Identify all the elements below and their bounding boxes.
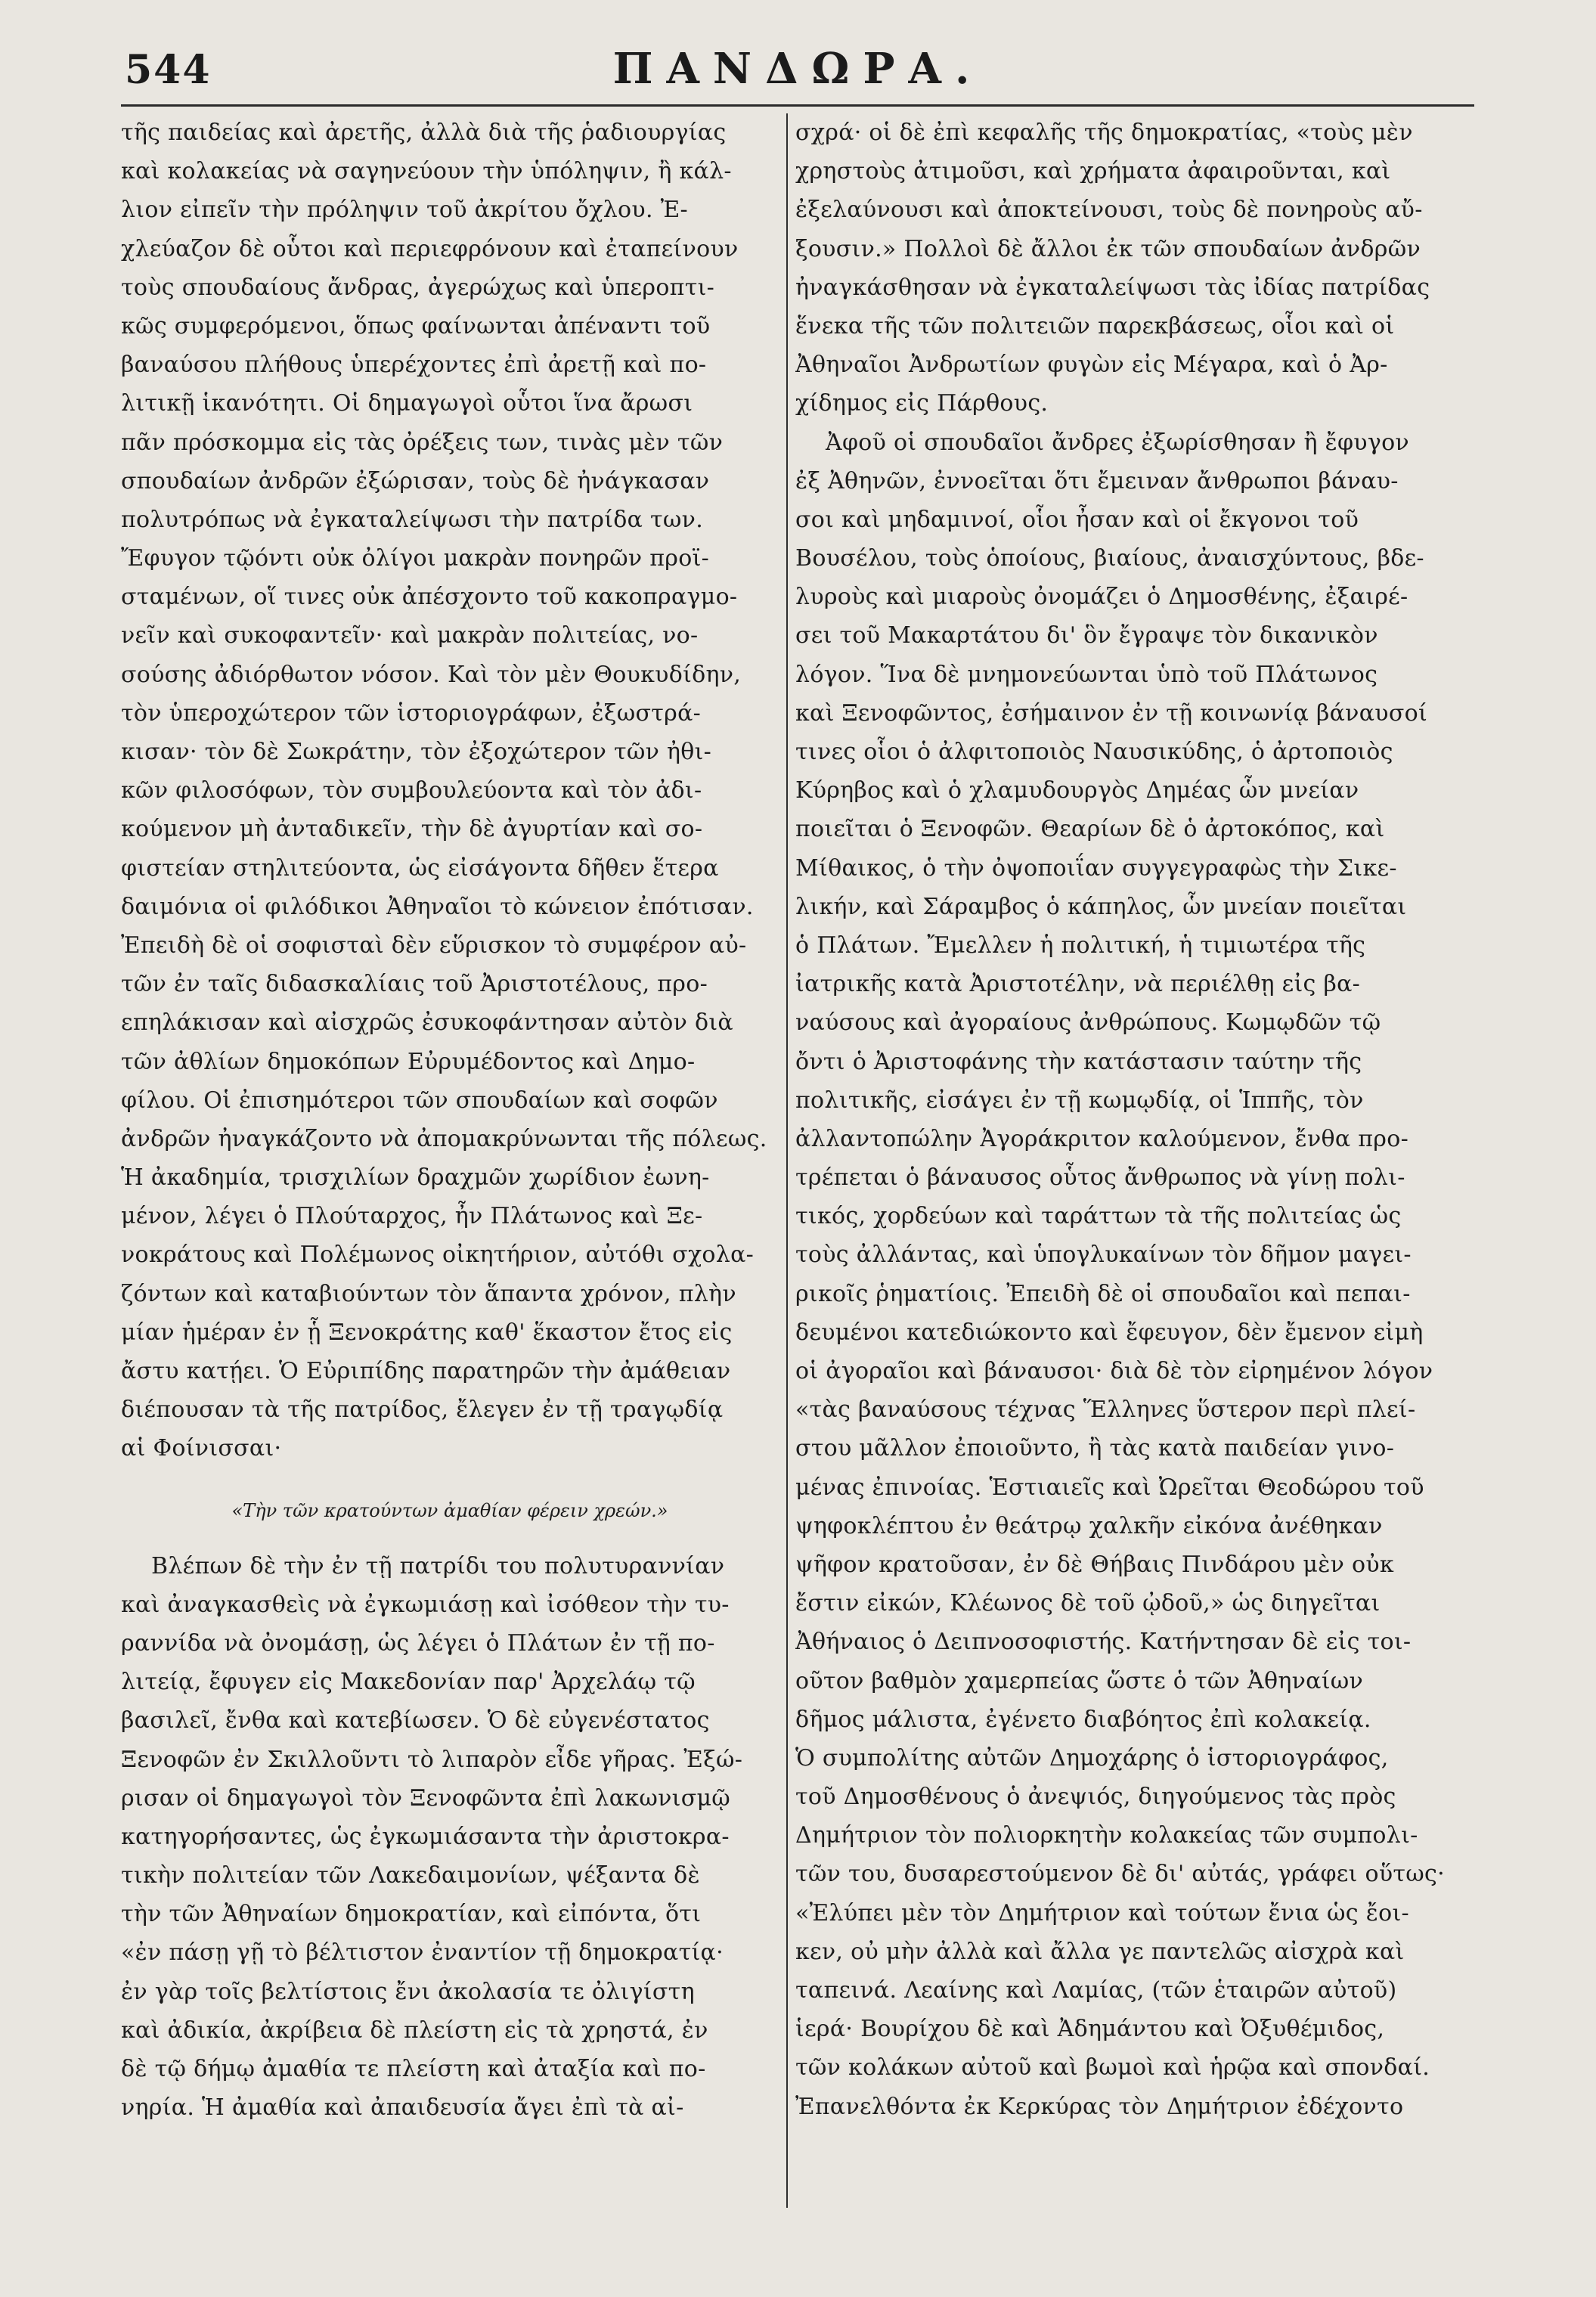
text-line: φίλου. Οἱ ἐπισημότεροι τῶν σπουδαίων καὶ σοφῶν <box>121 1087 718 1114</box>
text-line: καὶ ἀναγκασθεὶς νὰ ἐγκωμιάσῃ καὶ ἰσόθεον τὴν τυ- <box>121 1591 730 1618</box>
text-line: καὶ Ξενοφῶντος, ἐσήμαινον ἐν τῇ κοινωνίᾳ βάναυσοί <box>795 699 1428 727</box>
text-line: Ἀθήναιος ὁ Δειπνοσοφιστής. Κατήντησαν δὲ εἰς τοι- <box>795 1629 1412 1656</box>
right-column <box>795 113 1464 2238</box>
text-line: τῶν κολάκων αὐτοῦ καὶ βωμοὶ καὶ ἡρῷα καὶ σπονδαί. <box>795 2054 1430 2082</box>
text-line: λυροὺς καὶ μιαροὺς ὀνομάζει ὁ Δημοσθένης, ἐξαιρέ- <box>795 584 1409 611</box>
text-line: τοῦ Δημοσθένους ὁ ἀνεψιός, διηγούμενος τὰς πρὸς <box>795 1784 1396 1811</box>
text-line: ποιεῖται ὁ Ξενοφῶν. Θεαρίων δὲ ὁ ἀρτοκόπος, καὶ <box>795 816 1385 843</box>
text-line: Βουσέλου, τοὺς ὁποίους, βιαίους, ἀναισχύντους, βδε- <box>795 545 1424 572</box>
text-line: τῶν ἐν ταῖς διδασκαλίαις τοῦ Ἀριστοτέλους, προ- <box>121 971 708 998</box>
text-line: «ἐν πάσῃ γῇ τὸ βέλτιστον ἐναντίον τῇ δημοκρατίᾳ· <box>121 1939 724 1967</box>
text-line: σχρά· οἱ δὲ ἐπὶ κεφαλῆς τῆς δημοκρατίας, «τοὺς μὲν <box>795 119 1413 146</box>
text-line: νηρία. Ἡ ἀμαθία καὶ ἀπαιδευσία ἄγει ἐπὶ τὰ αἰ- <box>121 2094 684 2122</box>
text-line: οῦτον βαθμὸν χαμερπείας ὥστε ὁ τῶν Ἀθηναίων <box>795 1667 1364 1694</box>
text-line: ἀνδρῶν ἠναγκάζοντο νὰ ἀπομακρύνωνται τῆς πόλεως. <box>121 1125 767 1152</box>
text-line: ἄστυ κατῄει. Ὁ Εὐριπίδης παρατηρῶν τὴν ἀμάθειαν <box>121 1358 731 1384</box>
text-line: βαναύσου πλήθους ὑπερέχοντες ἐπὶ ἀρετῇ καὶ πο- <box>121 352 707 379</box>
text-line: κούμενον μὴ ἀνταδικεῖν, τὴν δὲ ἀγυρτίαν καὶ σο- <box>121 816 703 843</box>
text-line: ρικοῖς ῥηματίοις. Ἐπειδὴ δὲ οἱ σπουδαῖοι καὶ πεπαι- <box>795 1280 1411 1307</box>
text-line: τὴν τῶν Ἀθηναίων δημοκρατίαν, καὶ εἰπόντα, ὅτι <box>121 1901 702 1928</box>
text-line: μίαν ἡμέραν ἐν ᾗ Ξενοκράτης καθ' ἕκαστον ἔτος εἰς <box>121 1319 733 1346</box>
text-line: ἕνεκα τῆς τῶν πολιτειῶν παρεκβάσεως, οἷοι καὶ οἱ <box>795 312 1395 339</box>
text-line: κῶς συμφερόμενοι, ὅπως φαίνωνται ἀπέναντι τοῦ <box>121 312 711 339</box>
text-line: τῶν ἀθλίων δημοκόπων Εὐρυμέδοντος καὶ Δημο- <box>121 1048 696 1075</box>
text-line: πολυτρόπως νὰ ἐγκαταλείψωσι τὴν πατρίδα των. <box>121 506 704 533</box>
text-line: νεῖν καὶ συκοφαντεῖν· καὶ μακρὰν πολιτείας, νο- <box>121 622 699 649</box>
text-line: κισαν· τὸν δὲ Σωκράτην, τὸν ἐξοχώτερον τῶν ἠθι- <box>121 739 712 765</box>
text-line: Μίθαικος, ὁ τὴν ὀψοποιΐαν συγγεγραφὼς τὴν Σικε- <box>795 854 1397 882</box>
text-line: Ἀθηναῖοι Ἀνδρωτίων φυγὼν εἰς Μέγαρα, καὶ ὁ Ἀρ- <box>795 352 1388 379</box>
text-line: ὁ Πλάτων. Ἔμελλεν ἡ πολιτική, ἡ τιμιωτέρα τῆς <box>795 932 1366 959</box>
text-line: Ἔφυγον τῷόντι οὐκ ὀλίγοι μακρὰν πονηρῶν προϊ- <box>121 545 710 572</box>
text-line: χρηστοὺς ἀτιμοῦσι, καὶ χρήματα ἀφαιροῦνται, καὶ <box>795 158 1391 185</box>
text-line: ταπεινά. Λεαίνης καὶ Λαμίας, (τῶν ἑταιρῶν αὐτοῦ) <box>795 1977 1397 2004</box>
text-line: ἀλλαντοπώλην Ἀγοράκριτον καλούμενον, ἔνθα προ- <box>795 1125 1409 1152</box>
text-line: ἔστιν εἰκών, Κλέωνος δὲ τοῦ ᾠδοῦ,» ὡς διηγεῖται <box>795 1590 1381 1617</box>
page-number: 544 <box>125 47 212 93</box>
text-line: σταμένων, οἵ τινες οὐκ ἀπέσχοντο τοῦ κακοπραγμο- <box>121 584 738 611</box>
text-line: Κύρηβος καὶ ὁ χλαμυδουργὸς Δημέας ὧν μνείαν <box>795 777 1359 804</box>
right-column-text <box>795 113 1464 2126</box>
text-line: Ἐπειδὴ δὲ οἱ σοφισταὶ δὲν εὕρισκον τὸ συμφέρον αὐ- <box>121 932 747 959</box>
text-line: σούσης ἀδιόρθωτον νόσον. Καὶ τὸν μὲν Θουκυδίδην, <box>121 661 742 688</box>
text-line: ρισαν οἱ δημαγωγοὶ τὸν Ξενοφῶντα ἐπὶ λακωνισμῷ <box>121 1784 731 1812</box>
running-title: ΠΑΝΔΩΡΑ. <box>612 44 984 94</box>
text-line: Ἡ ἀκαδημία, τρισχιλίων δραχμῶν χωρίδιον ἐωνη- <box>121 1164 710 1192</box>
text-line: δὲ τῷ δήμῳ ἀμαθία τε πλείστη καὶ ἀταξία καὶ πο- <box>121 2056 706 2082</box>
text-line: τῶν του, δυσαρεστούμενον δὲ δι' αὐτάς, γράφει οὕτως· <box>795 1861 1445 1888</box>
text-line: κεν, οὐ μὴν ἀλλὰ καὶ ἄλλα γε παντελῶς αἰσχρὰ καὶ <box>795 1938 1405 1965</box>
left-column-text-continued <box>121 1547 779 2128</box>
text-line: ἠναγκάσθησαν νὰ ἐγκαταλείψωσι τὰς ἰδίας πατρίδας <box>795 274 1430 301</box>
text-line: ἐξελαύνουσι καὶ ἀποκτείνουσι, τοὺς δὲ πονηροὺς αὔ- <box>795 197 1423 224</box>
text-line: λιτείᾳ, ἔφυγεν εἰς Μακεδονίαν παρ' Ἀρχελάῳ τῷ <box>121 1669 696 1696</box>
text-line: Δημήτριον τὸν πολιορκητὴν κολακείας τῶν συμπολι- <box>795 1822 1418 1849</box>
left-column-text <box>121 113 779 1468</box>
text-line: δαιμόνια οἱ φιλόδικοι Ἀθηναῖοι τὸ κώνειον ἐπότισαν. <box>121 893 754 920</box>
text-line: Ἀφοῦ οἱ σπουδαῖοι ἄνδρες ἐξωρίσθησαν ἢ ἔφυγον <box>826 429 1409 456</box>
column-divider <box>786 113 788 2208</box>
text-line: ἐν γὰρ τοῖς βελτίστοις ἔνι ἀκολασία τε ὀλιγίστη <box>121 1978 695 2005</box>
text-line: κῶν φιλοσόφων, τὸν συμβουλεύοντα καὶ τὸν ἀδι- <box>121 777 702 804</box>
text-line: τικὴν πολιτείαν τῶν Λακεδαιμονίων, ψέξαντα δὲ <box>121 1862 700 1889</box>
text-line: ἐξ Ἀθηνῶν, ἐννοεῖται ὅτι ἔμειναν ἄνθρωποι βάναυ- <box>795 467 1399 494</box>
text-line: τῆς παιδείας καὶ ἀρετῆς, ἀλλὰ διὰ τῆς ῥαδιουργίας <box>121 119 727 146</box>
text-line: ναύσους καὶ ἀγοραίους ἀνθρώπους. Κωμῳδῶν τῷ <box>795 1009 1381 1037</box>
text-line: Ξενοφῶν ἐν Σκιλλοῦντι τὸ λιπαρὸν εἶδε γῆρας. Ἐξώ- <box>121 1746 743 1773</box>
text-line: λιον εἰπεῖν τὴν πρόληψιν τοῦ ἀκρίτου ὄχλου. Ἐ- <box>121 197 688 224</box>
text-line: νοκράτους καὶ Πολέμωνος οἰκητήριον, αὐτόθι σχολα- <box>121 1241 755 1269</box>
text-line: σει τοῦ Μακαρτάτου δι' ὃν ἔγραψε τὸν δικανικὸν <box>795 622 1378 649</box>
text-line: μένον, λέγει ὁ Πλούταρχος, ἦν Πλάτωνος καὶ Ξε- <box>121 1203 703 1230</box>
text-line: Ἐπανελθόντα ἐκ Κερκύρας τὸν Δημήτριον ἐδέχοντο <box>795 2093 1404 2120</box>
text-line: τοὺς σπουδαίους ἄνδρας, ἀγερώχως καὶ ὑπεροπτι- <box>121 274 715 301</box>
text-line: λικήν, καὶ Σάραμβος ὁ κάπηλος, ὧν μνείαν ποιεῖται <box>795 893 1407 920</box>
text-line: «τὰς βαναύσους τέχνας Ἕλληνες ὕστερον περὶ πλεί- <box>795 1396 1416 1424</box>
text-line: μένας ἐπινοίας. Ἑστιαιεῖς καὶ Ὠρεῖται Θεοδώρου τοῦ <box>795 1474 1424 1501</box>
text-line: σπουδαίων ἀνδρῶν ἐξώρισαν, τοὺς δὲ ἠνάγκασαν <box>121 467 710 494</box>
text-line: καὶ κολακείας νὰ σαγηνεύουν τὴν ὑπόληψιν, ἢ κάλ- <box>121 158 732 185</box>
text-line: φιστείαν στηλιτεύοντα, ὡς εἰσάγοντα δῆθεν ἕτερα <box>121 854 719 882</box>
verse-quote: «Τὴν τῶν κρατούντων ἀμαθίαν φέρειν χρεών.» <box>231 1499 668 1521</box>
text-line: λιτικῇ ἱκανότητι. Οἱ δημαγωγοὶ οὗτοι ἵνα ἄρωσι <box>121 390 693 417</box>
text-line: τοὺς ἀλλάντας, καὶ ὑπογλυκαίνων τὸν δῆμον μαγει- <box>795 1241 1412 1269</box>
text-line: δῆμος μάλιστα, ἐγένετο διαβόητος ἐπὶ κολακείᾳ. <box>795 1706 1371 1733</box>
text-line: ζόντων καὶ καταβιούντων τὸν ἅπαντα χρόνον, πλὴν <box>121 1280 736 1307</box>
text-line: πᾶν πρόσκομμα εἰς τὰς ὀρέξεις των, τινὰς μὲν τῶν <box>121 429 724 456</box>
text-line: Βλέπων δὲ τὴν ἐν τῇ πατρίδι του πολυτυραννίαν <box>151 1552 725 1579</box>
text-line: Ὁ συμπολίτης αὐτῶν Δημοχάρης ὁ ἱστοριογράφος, <box>795 1744 1389 1772</box>
text-line: στου μᾶλλον ἐποιοῦντο, ἢ τὰς κατὰ παιδείαν γινο- <box>795 1435 1395 1462</box>
text-line: δευμένοι κατεδιώκοντο καὶ ἔφευγον, δὲν ἔμενον εἰμὴ <box>795 1319 1424 1346</box>
text-line: βασιλεῖ, ἔνθα καὶ κατεβίωσεν. Ὁ δὲ εὐγενέστατος <box>121 1707 710 1734</box>
text-line: ὄντι ὁ Ἀριστοφάνης τὴν κατάστασιν ταύτην τῆς <box>795 1048 1362 1075</box>
text-line: ψηφοκλέπτου ἐν θεάτρῳ χαλκῆν εἰκόνα ἀνέθηκαν <box>795 1512 1383 1539</box>
text-line: οἱ ἀγοραῖοι καὶ βάναυσοι· διὰ δὲ τὸν εἰρημένον λόγον <box>795 1358 1433 1384</box>
text-line: καὶ ἀδικία, ἀκρίβεια δὲ πλείστη εἰς τὰ χρηστά, ἐν <box>121 2016 708 2044</box>
text-line: ραννίδα νὰ ὀνομάσῃ, ὡς λέγει ὁ Πλάτων ἐν τῇ πο- <box>121 1629 715 1657</box>
text-line: τὸν ὑπεροχώτερον τῶν ἱστοριογράφων, ἐξωστρά- <box>121 699 702 727</box>
text-line: αἱ Φοίνισσαι· <box>121 1435 282 1462</box>
text-line: ἱερά· Βουρίχου δὲ καὶ Ἀδημάντου καὶ Ὀξυθέμιδος, <box>795 2016 1385 2043</box>
left-column <box>121 113 779 2238</box>
text-line: χίδημος εἰς Πάρθους. <box>795 390 1049 417</box>
text-line: χλεύαζον δὲ οὗτοι καὶ περιεφρόνουν καὶ ἐταπείνουν <box>121 235 739 262</box>
text-line: τινες οἷοι ὁ ἀλφιτοποιὸς Ναυσικύδης, ὁ ἀρτοποιὸς <box>795 739 1393 765</box>
text-line: σοι καὶ μηδαμινοί, οἷοι ἦσαν καὶ οἱ ἔκγονοι τοῦ <box>795 506 1359 533</box>
text-line: ξουσιν.» Πολλοὶ δὲ ἄλλοι ἐκ τῶν σπουδαίων ἀνδρῶν <box>795 235 1421 262</box>
text-line: κατηγορήσαντες, ὡς ἐγκωμιάσαντα τὴν ἀριστοκρα- <box>121 1823 730 1850</box>
text-line: επηλάκισαν καὶ αἰσχρῶς ἐσυκοφάντησαν αὐτὸν διὰ <box>121 1009 733 1037</box>
text-line: ψῆφον κρατοῦσαν, ἐν δὲ Θήβαις Πινδάρου μὲν οὐκ <box>795 1551 1394 1578</box>
text-line: ἰατρικῆς κατὰ Ἀριστοτέλην, νὰ περιέλθῃ εἰς βα- <box>795 971 1361 998</box>
text-line: τικός, χορδεύων καὶ ταράττων τὰ τῆς πολιτείας ὡς <box>795 1203 1402 1230</box>
text-line: λόγον. Ἵνα δὲ μνημονεύωνται ὑπὸ τοῦ Πλάτωνος <box>795 661 1378 688</box>
text-line: τρέπεται ὁ βάναυσος οὗτος ἄνθρωπος νὰ γίνῃ πολι- <box>795 1164 1405 1192</box>
text-line: «Ἐλύπει μὲν τὸν Δημήτριον καὶ τούτων ἔνια ὡς ἔοι- <box>795 1899 1409 1927</box>
page-header <box>0 39 1596 100</box>
header-rule <box>121 104 1474 107</box>
text-line: πολιτικῆς, εἰσάγει ἐν τῇ κωμῳδίᾳ, οἱ Ἱππῆς, τὸν <box>795 1087 1364 1114</box>
text-line: διέπουσαν τὰ τῆς πατρίδος, ἔλεγεν ἐν τῇ τραγῳδίᾳ <box>121 1396 724 1424</box>
